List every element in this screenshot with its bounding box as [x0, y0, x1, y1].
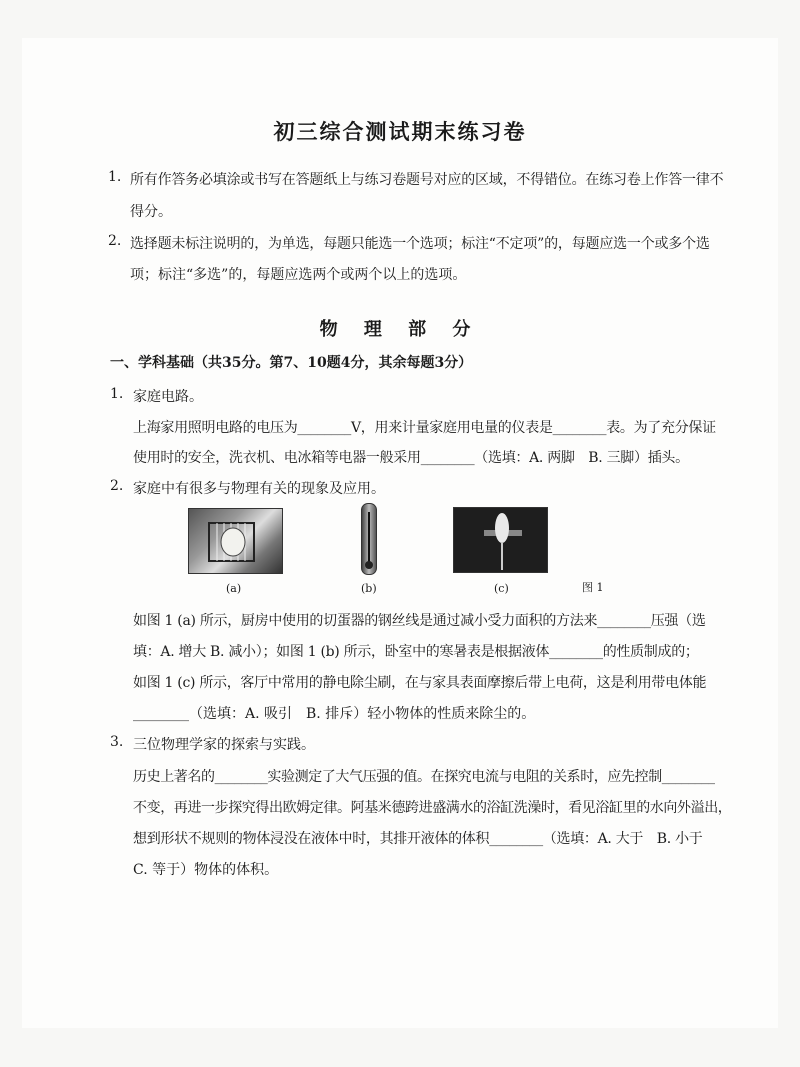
figure-caption-b: (b) — [361, 582, 377, 595]
question-3-title: 三位物理学家的探索与实践。 — [133, 737, 315, 753]
figure-caption-a: (a) — [226, 582, 242, 595]
egg-slicer-photo — [188, 508, 283, 574]
question-3-line-2: 不变，再进一步探究得出欧姆定律。阿基米德跨进盛满水的浴缸洗澡时，看见浴缸里的水向外溢出， — [133, 800, 732, 816]
figure-caption-c: (c) — [494, 582, 509, 595]
note-2-number: 2. — [108, 233, 122, 249]
question-1-title: 家庭电路。 — [133, 389, 203, 405]
note-1-number: 1. — [108, 169, 122, 185]
note-2-line-2: 项；标注“多选”的，每题应选两个或两个以上的选项。 — [130, 267, 467, 283]
dust-brush-photo — [453, 507, 548, 573]
section-title: 物 理 部 分 — [319, 319, 481, 340]
question-2-number: 2. — [110, 478, 124, 494]
question-2-line-1: 如图 1 (a) 所示，厨房中使用的切蛋器的钢丝线是通过减小受力面积的方法来________压强（选 — [133, 613, 706, 629]
part-heading: 一、学科基础（共35分。第7、10题4分，其余每题3分） — [110, 355, 473, 371]
note-1-line-2: 得分。 — [130, 204, 172, 220]
question-2-line-2: 填：A. 增大 B. 减小）；如图 1 (b) 所示，卧室中的寒暑表是根据液体________的性质制成的； — [133, 644, 699, 660]
question-1-number: 1. — [110, 386, 124, 402]
question-3-line-4: C. 等于）物体的体积。 — [133, 862, 279, 878]
note-1-line-1: 所有作答务必填涂或书写在答题纸上与练习卷题号对应的区域，不得错位。在练习卷上作答一律不 — [130, 172, 724, 188]
thermometer-photo — [361, 503, 377, 575]
question-3-line-1: 历史上著名的________实验测定了大气压强的值。在探究电流与电阻的关系时，应先控制________ — [133, 769, 715, 785]
question-1-line-1: 上海家用照明电路的电压为________V，用来计量家庭用电量的仪表是________表。为了充分保证 — [133, 420, 716, 436]
question-2-title: 家庭中有很多与物理有关的现象及应用。 — [133, 481, 385, 497]
question-2-line-3: 如图 1 (c) 所示，客厅中常用的静电除尘刷，在与家具表面摩擦后带上电荷，这是利用带电体能 — [133, 675, 707, 691]
figure-label: 图 1 — [582, 581, 604, 594]
note-2-line-1: 选择题未标注说明的，为单选，每题只能选一个选项；标注“不定项”的，每题应选一个或多个选 — [130, 236, 710, 252]
page-title: 初三综合测试期末练习卷 — [273, 119, 527, 144]
question-3-number: 3. — [110, 734, 124, 750]
question-2-line-4: ________（选填：A. 吸引 B. 排斥）轻小物体的性质来除尘的。 — [133, 706, 536, 722]
question-3-line-3: 想到形状不规则的物体浸没在液体中时，其排开液体的体积________（选填：A. 大于 B. 小于 — [133, 831, 703, 847]
question-1-line-2: 使用时的安全，洗衣机、电冰箱等电器一般采用________（选填：A. 两脚 B. 三脚）插头。 — [133, 450, 689, 466]
